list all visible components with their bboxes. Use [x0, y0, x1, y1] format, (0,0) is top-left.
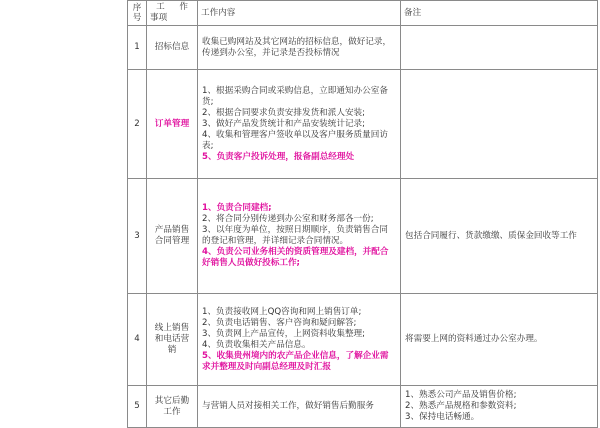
header-item-line2: 事项: [150, 13, 168, 23]
row-note: [401, 70, 598, 179]
header-no-line2: 号: [132, 13, 142, 23]
row-note: [401, 179, 598, 294]
row-content: [198, 179, 401, 294]
row-content: [198, 386, 401, 428]
table-header-row: [128, 1, 598, 26]
content-line: 4、收集和管理客户签收单以及客户服务质量回访表;: [202, 129, 388, 151]
table-row: [128, 179, 598, 294]
note-line: 包括合同履行、货款缴缴、质保金回收等工作: [405, 230, 577, 241]
table-row: [128, 70, 598, 179]
row-number: 4: [128, 294, 147, 386]
row-item: 产品销售合同管理: [147, 179, 198, 294]
row-number: 2: [128, 70, 147, 179]
row-item: 招标信息: [147, 26, 198, 70]
note-line: 2、熟悉产品规格和参数资料;: [405, 401, 517, 411]
header-no: [128, 1, 147, 26]
content-line: 收集已购网站及其它网站的招标信息，做好记录，传递到办公室，并记录是否投标情况: [202, 36, 392, 58]
table-body: [128, 26, 598, 428]
row-content: [198, 294, 401, 386]
content-line: 5、负责客户投诉处理，报备副总经理处: [202, 151, 355, 162]
note-line: 3、保持电话畅通。: [405, 412, 480, 422]
header-item-line1: 工 作: [156, 2, 194, 12]
row-item: 订单管理: [147, 70, 198, 179]
header-item: [147, 1, 198, 26]
content-line: 1、负责合同建档;: [202, 203, 272, 213]
table-row: [128, 26, 598, 70]
content-line: 4、负责收集相关产品信息。: [202, 339, 311, 350]
row-content: [198, 70, 401, 179]
row-note: [401, 294, 598, 386]
content-line: 4、负责公司业务相关的资质管理及建档，并配合好销售人员做好投标工作;: [202, 247, 389, 268]
row-note: [401, 386, 598, 428]
content-line: 5、收集贵州境内的农产品企业信息，了解企业需求并整理及时向副总经理及时汇报: [202, 350, 389, 372]
note-line: 1、熟悉公司产品及销售价格;: [405, 390, 517, 400]
row-number: 1: [128, 26, 147, 70]
content-line: 与营销人员对接相关工作，做好销售后勤服务: [202, 401, 374, 411]
content-line: 3、做好产品发货统计和产品安装统计记录;: [202, 118, 366, 129]
row-number: 3: [128, 179, 147, 294]
content-line: 1、负责接收网上QQ咨询和网上销售订单;: [202, 306, 362, 317]
content-line: 1、根据采购合同或采购信息，立即通知办公室备货;: [202, 85, 388, 107]
header-content: 工作内容: [198, 1, 401, 26]
header-no-line1: 序: [132, 3, 142, 13]
row-number: 5: [128, 386, 147, 428]
row-item: 其它后勤工作: [147, 386, 198, 428]
row-item: 线上销售和电话营销: [147, 294, 198, 386]
content-line: 2、负责电话销售、客户咨询和疑问解答;: [202, 317, 357, 328]
table-row: [128, 294, 598, 386]
content-line: 2、将合同分别传递到办公室和财务部各一份;: [202, 214, 374, 224]
header-note: 备注: [401, 1, 598, 26]
row-content: [198, 26, 401, 70]
note-line: 将需要上网的资料通过办公室办理。: [405, 334, 543, 344]
content-line: 2、根据合同要求负责安排发货和派人安装;: [202, 107, 366, 118]
content-line: 3、负责网上产品宣传，上网资料收集整理;: [202, 328, 366, 339]
work-duties-table: [127, 0, 598, 428]
row-note: [401, 26, 598, 70]
content-line: 3、以年度为单位，按照日期顺序，负责销售合同的登记和管理，并详细记录合同情况。: [202, 225, 388, 246]
table-row: [128, 386, 598, 428]
